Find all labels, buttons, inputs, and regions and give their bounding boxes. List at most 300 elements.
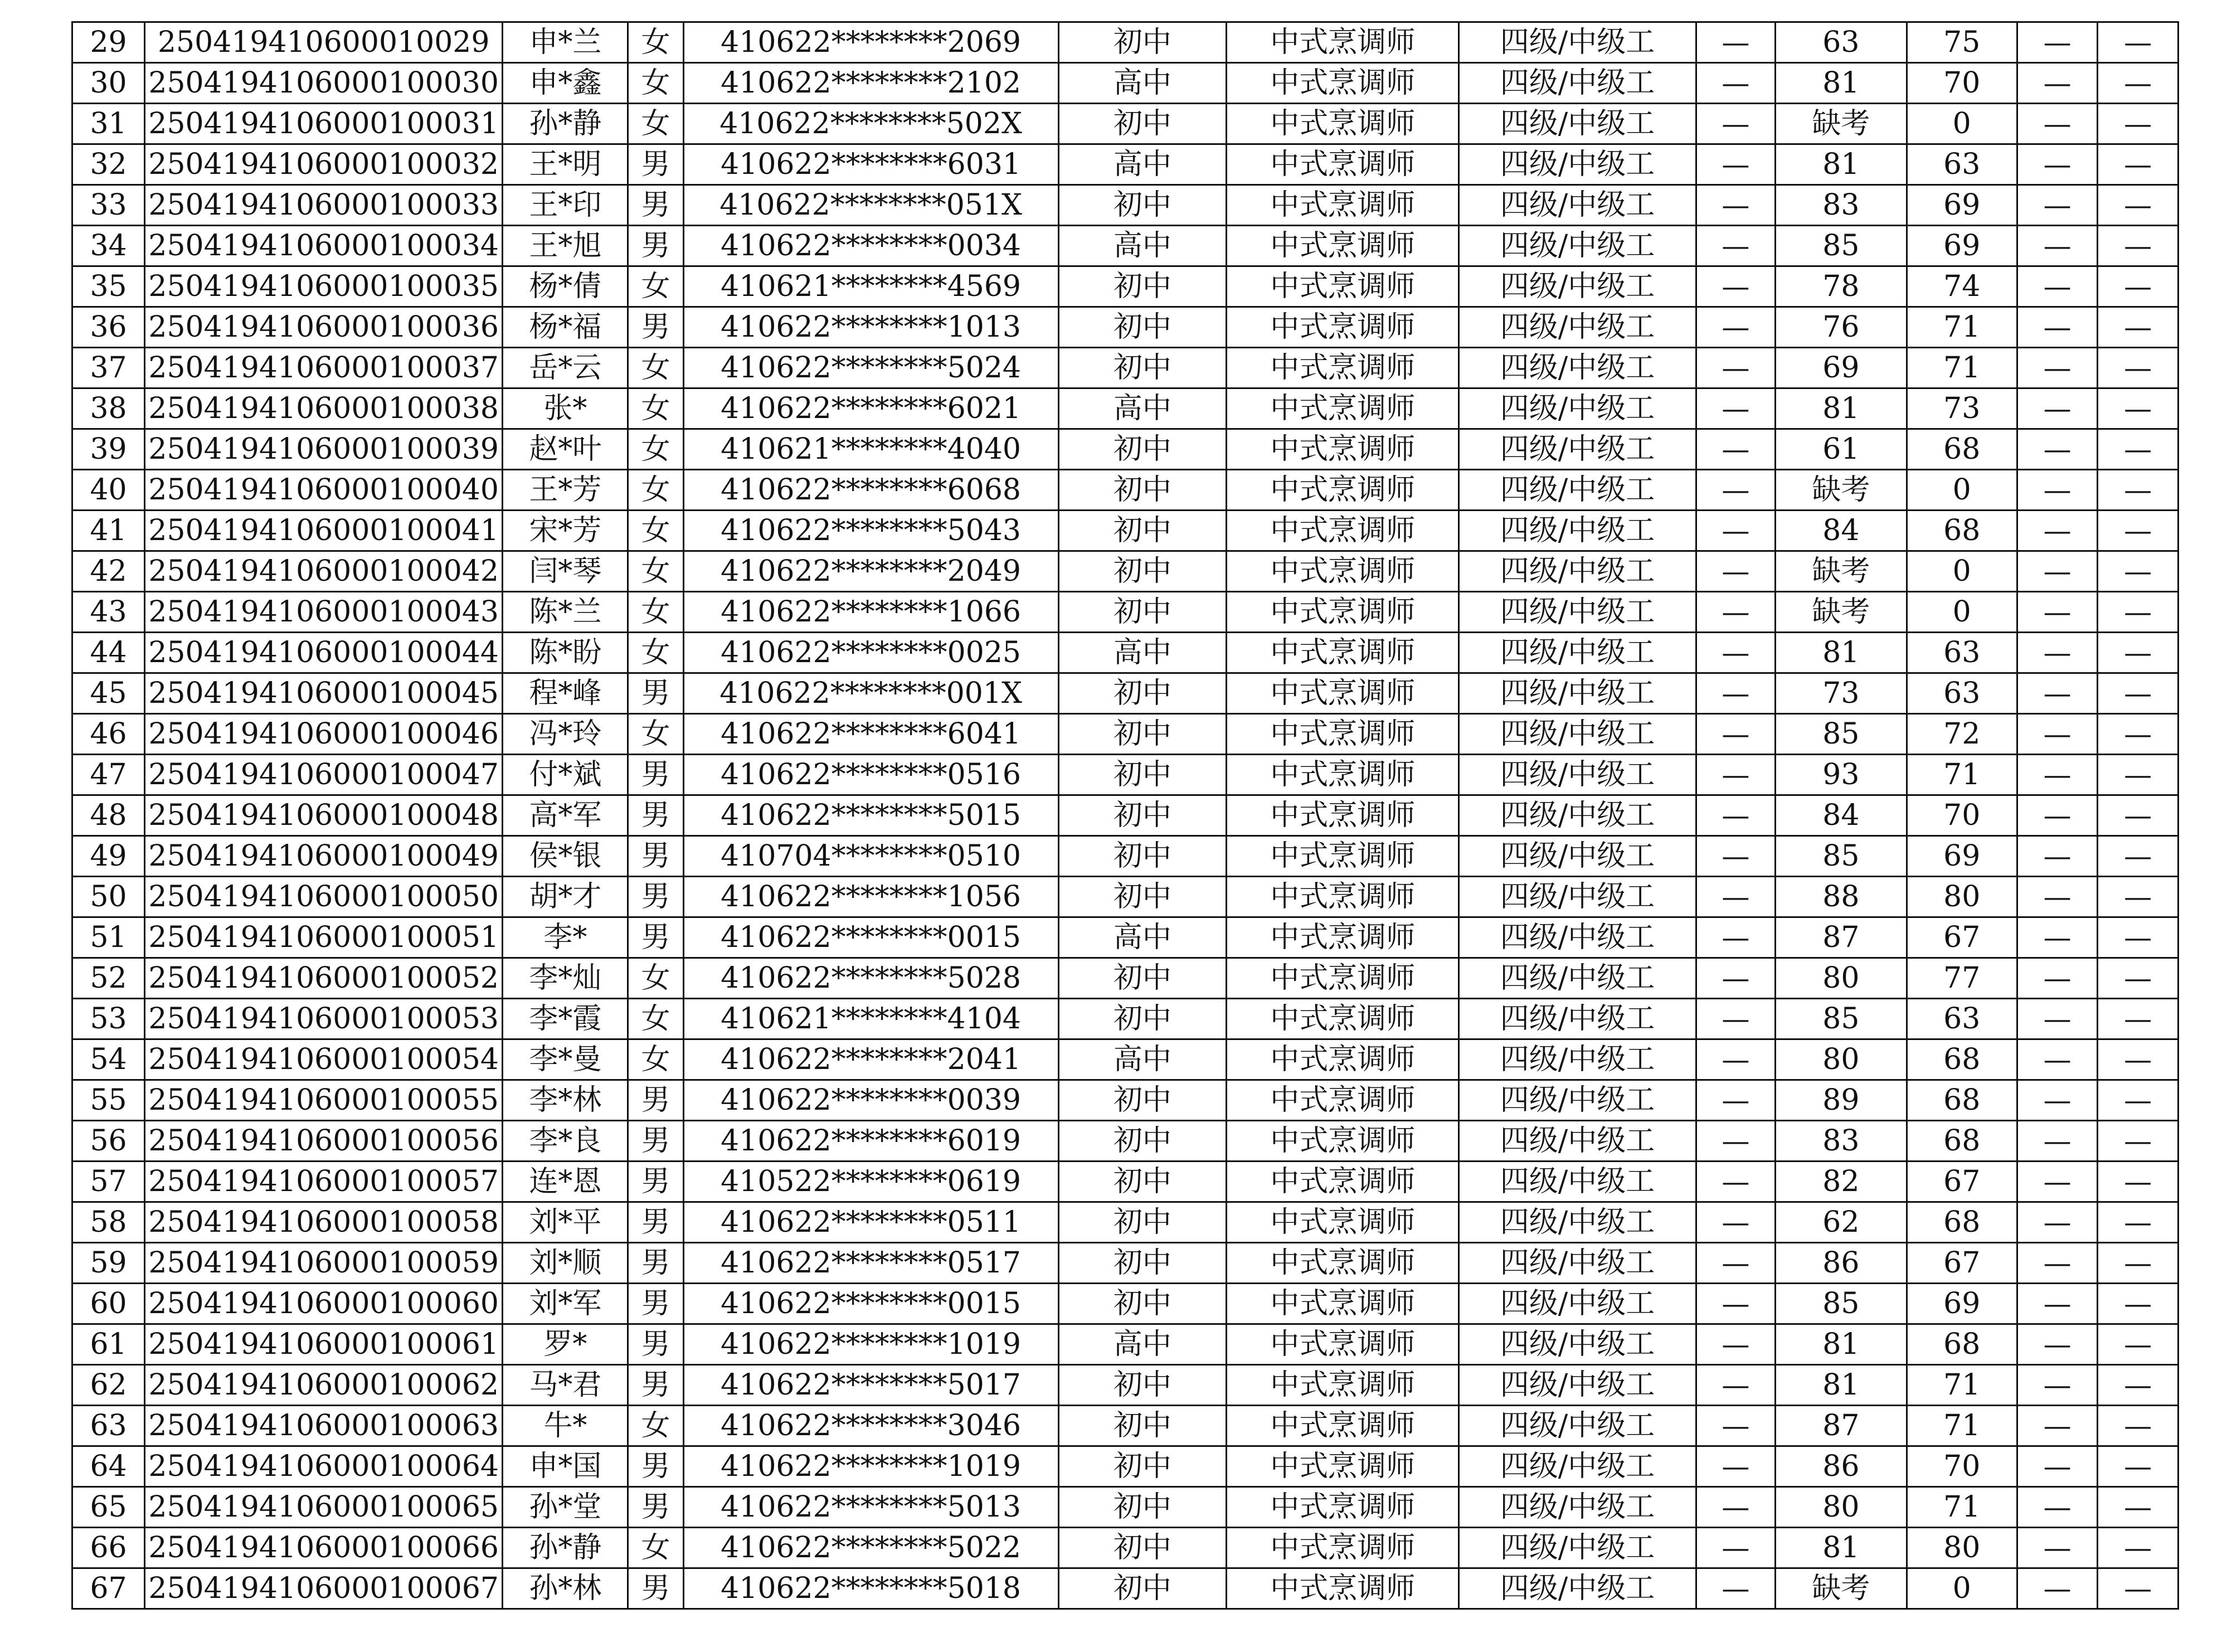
exam-ticket-number-cell: 2504194106000100063 (145, 1406, 503, 1446)
candidate-name-cell: 李*霞 (503, 999, 628, 1039)
theory-score-cell: — (1696, 917, 1775, 958)
gender-cell: 男 (628, 185, 683, 226)
practical-score-cell: 88 (1776, 877, 1907, 917)
blank-col-b-cell: — (2098, 1446, 2179, 1487)
candidate-name-cell: 王*印 (503, 185, 628, 226)
blank-col-a-cell: — (2017, 714, 2098, 755)
row-number-cell: 38 (72, 388, 145, 429)
occupation-cell: 中式烹调师 (1227, 1406, 1459, 1446)
education-cell: 初中 (1058, 1568, 1226, 1609)
id-number-cell: 410622********2102 (683, 63, 1058, 104)
practical-score-cell: 87 (1776, 917, 1907, 958)
theory-score-cell: — (1696, 63, 1775, 104)
blank-col-a-cell: — (2017, 755, 2098, 795)
comprehensive-score-cell: 68 (1907, 1080, 2017, 1121)
blank-col-a-cell: — (2017, 144, 2098, 185)
candidate-name-cell: 王*芳 (503, 470, 628, 511)
theory-score-cell: — (1696, 511, 1775, 551)
skill-level-cell: 四级/中级工 (1459, 917, 1696, 958)
occupation-cell: 中式烹调师 (1227, 592, 1459, 633)
row-number-cell: 31 (72, 104, 145, 144)
occupation-cell: 中式烹调师 (1227, 1324, 1459, 1365)
skill-level-cell: 四级/中级工 (1459, 1202, 1696, 1243)
blank-col-b-cell: — (2098, 755, 2179, 795)
exam-ticket-number-cell: 2504194106000100050 (145, 877, 503, 917)
occupation-cell: 中式烹调师 (1227, 470, 1459, 511)
skill-level-cell: 四级/中级工 (1459, 673, 1696, 714)
education-cell: 初中 (1058, 348, 1226, 388)
comprehensive-score-cell: 72 (1907, 714, 2017, 755)
comprehensive-score-cell: 69 (1907, 185, 2017, 226)
occupation-cell: 中式烹调师 (1227, 958, 1459, 999)
blank-col-a-cell: — (2017, 1568, 2098, 1609)
occupation-cell: 中式烹调师 (1227, 388, 1459, 429)
practical-score-cell: 83 (1776, 185, 1907, 226)
exam-ticket-number-cell: 2504194106000100061 (145, 1324, 503, 1365)
occupation-cell: 中式烹调师 (1227, 226, 1459, 266)
theory-score-cell: — (1696, 226, 1775, 266)
practical-score-cell: 85 (1776, 999, 1907, 1039)
occupation-cell: 中式烹调师 (1227, 999, 1459, 1039)
comprehensive-score-cell: 68 (1907, 1039, 2017, 1080)
table-row (72, 429, 2179, 470)
comprehensive-score-cell: 70 (1907, 63, 2017, 104)
occupation-cell: 中式烹调师 (1227, 755, 1459, 795)
blank-col-a-cell: — (2017, 958, 2098, 999)
blank-col-b-cell: — (2098, 673, 2179, 714)
blank-col-b-cell: — (2098, 999, 2179, 1039)
candidate-name-cell: 李*良 (503, 1121, 628, 1162)
theory-score-cell: — (1696, 1568, 1775, 1609)
id-number-cell: 410621********4040 (683, 429, 1058, 470)
exam-ticket-number-cell: 2504194106000100060 (145, 1284, 503, 1324)
comprehensive-score-cell: 80 (1907, 877, 2017, 917)
exam-ticket-number-cell: 2504194106000100066 (145, 1528, 503, 1568)
gender-cell: 女 (628, 999, 683, 1039)
education-cell: 高中 (1058, 1039, 1226, 1080)
gender-cell: 男 (628, 1243, 683, 1284)
occupation-cell: 中式烹调师 (1227, 429, 1459, 470)
candidate-name-cell: 冯*玲 (503, 714, 628, 755)
candidate-name-cell: 李*林 (503, 1080, 628, 1121)
theory-score-cell: — (1696, 877, 1775, 917)
candidate-name-cell: 孙*静 (503, 104, 628, 144)
occupation-cell: 中式烹调师 (1227, 1568, 1459, 1609)
id-number-cell: 410622********0015 (683, 1284, 1058, 1324)
row-number-cell: 54 (72, 1039, 145, 1080)
occupation-cell: 中式烹调师 (1227, 673, 1459, 714)
occupation-cell: 中式烹调师 (1227, 877, 1459, 917)
skill-level-cell: 四级/中级工 (1459, 226, 1696, 266)
row-number-cell: 43 (72, 592, 145, 633)
occupation-cell: 中式烹调师 (1227, 633, 1459, 673)
education-cell: 高中 (1058, 917, 1226, 958)
education-cell: 初中 (1058, 1406, 1226, 1446)
skill-level-cell: 四级/中级工 (1459, 185, 1696, 226)
blank-col-b-cell: — (2098, 1039, 2179, 1080)
skill-level-cell: 四级/中级工 (1459, 714, 1696, 755)
exam-ticket-number-cell: 2504194106000100047 (145, 755, 503, 795)
education-cell: 初中 (1058, 470, 1226, 511)
results-table (71, 21, 2179, 1610)
skill-level-cell: 四级/中级工 (1459, 1365, 1696, 1406)
theory-score-cell: — (1696, 592, 1775, 633)
candidate-name-cell: 宋*芳 (503, 511, 628, 551)
exam-ticket-number-cell: 2504194106000100032 (145, 144, 503, 185)
skill-level-cell: 四级/中级工 (1459, 1568, 1696, 1609)
blank-col-b-cell: — (2098, 917, 2179, 958)
blank-col-b-cell: — (2098, 1162, 2179, 1202)
blank-col-a-cell: — (2017, 1324, 2098, 1365)
skill-level-cell: 四级/中级工 (1459, 1528, 1696, 1568)
table-row (72, 1039, 2179, 1080)
id-number-cell: 410704********0510 (683, 836, 1058, 877)
skill-level-cell: 四级/中级工 (1459, 1487, 1696, 1528)
skill-level-cell: 四级/中级工 (1459, 1080, 1696, 1121)
exam-ticket-number-cell: 2504194106000100065 (145, 1487, 503, 1528)
table-row (72, 511, 2179, 551)
candidate-name-cell: 孙*静 (503, 1528, 628, 1568)
table-row (72, 1243, 2179, 1284)
blank-col-b-cell: — (2098, 1528, 2179, 1568)
blank-col-a-cell: — (2017, 1406, 2098, 1446)
skill-level-cell: 四级/中级工 (1459, 551, 1696, 592)
row-number-cell: 37 (72, 348, 145, 388)
comprehensive-score-cell: 71 (1907, 307, 2017, 348)
comprehensive-score-cell: 68 (1907, 429, 2017, 470)
skill-level-cell: 四级/中级工 (1459, 1406, 1696, 1446)
theory-score-cell: — (1696, 1528, 1775, 1568)
id-number-cell: 410622********2049 (683, 551, 1058, 592)
blank-col-b-cell: — (2098, 470, 2179, 511)
blank-col-a-cell: — (2017, 1162, 2098, 1202)
blank-col-b-cell: — (2098, 266, 2179, 307)
theory-score-cell: — (1696, 714, 1775, 755)
exam-ticket-number-cell: 2504194106000100058 (145, 1202, 503, 1243)
blank-col-a-cell: — (2017, 1528, 2098, 1568)
blank-col-a-cell: — (2017, 388, 2098, 429)
comprehensive-score-cell: 71 (1907, 348, 2017, 388)
education-cell: 初中 (1058, 22, 1226, 63)
blank-col-b-cell: — (2098, 226, 2179, 266)
education-cell: 初中 (1058, 714, 1226, 755)
theory-score-cell: — (1696, 755, 1775, 795)
practical-score-cell: 80 (1776, 958, 1907, 999)
candidate-name-cell: 杨*倩 (503, 266, 628, 307)
comprehensive-score-cell: 0 (1907, 592, 2017, 633)
row-number-cell: 64 (72, 1446, 145, 1487)
education-cell: 高中 (1058, 144, 1226, 185)
table-row (72, 1121, 2179, 1162)
row-number-cell: 66 (72, 1528, 145, 1568)
theory-score-cell: — (1696, 958, 1775, 999)
id-number-cell: 410622********1013 (683, 307, 1058, 348)
theory-score-cell: — (1696, 836, 1775, 877)
theory-score-cell: — (1696, 633, 1775, 673)
education-cell: 初中 (1058, 1162, 1226, 1202)
table-row (72, 470, 2179, 511)
exam-ticket-number-cell: 2504194106000100052 (145, 958, 503, 999)
blank-col-b-cell: — (2098, 1243, 2179, 1284)
id-number-cell: 410622********0516 (683, 755, 1058, 795)
row-number-cell: 58 (72, 1202, 145, 1243)
skill-level-cell: 四级/中级工 (1459, 348, 1696, 388)
skill-level-cell: 四级/中级工 (1459, 633, 1696, 673)
blank-col-a-cell: — (2017, 104, 2098, 144)
candidate-name-cell: 刘*军 (503, 1284, 628, 1324)
blank-col-b-cell: — (2098, 1568, 2179, 1609)
occupation-cell: 中式烹调师 (1227, 307, 1459, 348)
education-cell: 初中 (1058, 1121, 1226, 1162)
row-number-cell: 51 (72, 917, 145, 958)
gender-cell: 女 (628, 714, 683, 755)
blank-col-a-cell: — (2017, 63, 2098, 104)
gender-cell: 男 (628, 877, 683, 917)
education-cell: 初中 (1058, 1528, 1226, 1568)
theory-score-cell: — (1696, 307, 1775, 348)
occupation-cell: 中式烹调师 (1227, 104, 1459, 144)
blank-col-a-cell: — (2017, 22, 2098, 63)
candidate-name-cell: 赵*叶 (503, 429, 628, 470)
blank-col-a-cell: — (2017, 226, 2098, 266)
table-row (72, 1324, 2179, 1365)
gender-cell: 男 (628, 226, 683, 266)
theory-score-cell: — (1696, 1121, 1775, 1162)
candidate-name-cell: 牛* (503, 1406, 628, 1446)
table-row (72, 795, 2179, 836)
skill-level-cell: 四级/中级工 (1459, 836, 1696, 877)
gender-cell: 男 (628, 1324, 683, 1365)
blank-col-b-cell: — (2098, 185, 2179, 226)
gender-cell: 女 (628, 429, 683, 470)
occupation-cell: 中式烹调师 (1227, 1202, 1459, 1243)
theory-score-cell: — (1696, 185, 1775, 226)
practical-score-cell: 81 (1776, 1528, 1907, 1568)
skill-level-cell: 四级/中级工 (1459, 307, 1696, 348)
skill-level-cell: 四级/中级工 (1459, 266, 1696, 307)
row-number-cell: 48 (72, 795, 145, 836)
practical-score-cell: 81 (1776, 388, 1907, 429)
skill-level-cell: 四级/中级工 (1459, 388, 1696, 429)
table-row (72, 226, 2179, 266)
occupation-cell: 中式烹调师 (1227, 714, 1459, 755)
education-cell: 初中 (1058, 104, 1226, 144)
comprehensive-score-cell: 71 (1907, 1406, 2017, 1446)
comprehensive-score-cell: 68 (1907, 1121, 2017, 1162)
practical-score-cell: 85 (1776, 1284, 1907, 1324)
gender-cell: 女 (628, 104, 683, 144)
gender-cell: 女 (628, 1406, 683, 1446)
gender-cell: 男 (628, 836, 683, 877)
theory-score-cell: — (1696, 1284, 1775, 1324)
skill-level-cell: 四级/中级工 (1459, 470, 1696, 511)
gender-cell: 女 (628, 1528, 683, 1568)
education-cell: 初中 (1058, 958, 1226, 999)
row-number-cell: 50 (72, 877, 145, 917)
id-number-cell: 410622********5024 (683, 348, 1058, 388)
occupation-cell: 中式烹调师 (1227, 144, 1459, 185)
occupation-cell: 中式烹调师 (1227, 551, 1459, 592)
exam-ticket-number-cell: 2504194106000100037 (145, 348, 503, 388)
comprehensive-score-cell: 70 (1907, 795, 2017, 836)
practical-score-cell: 81 (1776, 63, 1907, 104)
candidate-name-cell: 孙*堂 (503, 1487, 628, 1528)
id-number-cell: 410622********6031 (683, 144, 1058, 185)
blank-col-a-cell: — (2017, 511, 2098, 551)
practical-score-cell: 80 (1776, 1039, 1907, 1080)
gender-cell: 男 (628, 1365, 683, 1406)
row-number-cell: 45 (72, 673, 145, 714)
skill-level-cell: 四级/中级工 (1459, 22, 1696, 63)
theory-score-cell: — (1696, 388, 1775, 429)
practical-score-cell: 81 (1776, 144, 1907, 185)
comprehensive-score-cell: 75 (1907, 22, 2017, 63)
gender-cell: 男 (628, 1080, 683, 1121)
practical-score-cell: 86 (1776, 1446, 1907, 1487)
id-number-cell: 410622********0034 (683, 226, 1058, 266)
practical-score-cell: 缺考 (1776, 551, 1907, 592)
gender-cell: 男 (628, 1284, 683, 1324)
blank-col-b-cell: — (2098, 836, 2179, 877)
candidate-name-cell: 连*恩 (503, 1162, 628, 1202)
blank-col-a-cell: — (2017, 877, 2098, 917)
gender-cell: 男 (628, 144, 683, 185)
row-number-cell: 46 (72, 714, 145, 755)
exam-ticket-number-cell: 2504194106000100044 (145, 633, 503, 673)
comprehensive-score-cell: 0 (1907, 470, 2017, 511)
education-cell: 初中 (1058, 1487, 1226, 1528)
occupation-cell: 中式烹调师 (1227, 348, 1459, 388)
education-cell: 高中 (1058, 63, 1226, 104)
id-number-cell: 410622********0511 (683, 1202, 1058, 1243)
blank-col-b-cell: — (2098, 958, 2179, 999)
row-number-cell: 33 (72, 185, 145, 226)
theory-score-cell: — (1696, 795, 1775, 836)
exam-ticket-number-cell: 2504194106000100042 (145, 551, 503, 592)
comprehensive-score-cell: 0 (1907, 1568, 2017, 1609)
table-row (72, 307, 2179, 348)
practical-score-cell: 61 (1776, 429, 1907, 470)
blank-col-a-cell: — (2017, 633, 2098, 673)
education-cell: 初中 (1058, 795, 1226, 836)
theory-score-cell: — (1696, 999, 1775, 1039)
practical-score-cell: 缺考 (1776, 1568, 1907, 1609)
blank-col-b-cell: — (2098, 592, 2179, 633)
exam-ticket-number-cell: 2504194106000100041 (145, 511, 503, 551)
exam-ticket-number-cell: 2504194106000100059 (145, 1243, 503, 1284)
skill-level-cell: 四级/中级工 (1459, 1162, 1696, 1202)
comprehensive-score-cell: 67 (1907, 1243, 2017, 1284)
comprehensive-score-cell: 77 (1907, 958, 2017, 999)
id-number-cell: 410622********5015 (683, 795, 1058, 836)
education-cell: 初中 (1058, 999, 1226, 1039)
occupation-cell: 中式烹调师 (1227, 795, 1459, 836)
table-row (72, 348, 2179, 388)
blank-col-a-cell: — (2017, 348, 2098, 388)
id-number-cell: 410622********1056 (683, 877, 1058, 917)
blank-col-a-cell: — (2017, 795, 2098, 836)
blank-col-a-cell: — (2017, 185, 2098, 226)
education-cell: 初中 (1058, 592, 1226, 633)
occupation-cell: 中式烹调师 (1227, 1243, 1459, 1284)
comprehensive-score-cell: 0 (1907, 104, 2017, 144)
skill-level-cell: 四级/中级工 (1459, 795, 1696, 836)
row-number-cell: 32 (72, 144, 145, 185)
blank-col-a-cell: — (2017, 1446, 2098, 1487)
theory-score-cell: — (1696, 1243, 1775, 1284)
education-cell: 初中 (1058, 551, 1226, 592)
candidate-name-cell: 孙*林 (503, 1568, 628, 1609)
row-number-cell: 56 (72, 1121, 145, 1162)
exam-ticket-number-cell: 2504194106000100046 (145, 714, 503, 755)
exam-ticket-number-cell: 2504194106000100034 (145, 226, 503, 266)
blank-col-b-cell: — (2098, 388, 2179, 429)
row-number-cell: 30 (72, 63, 145, 104)
exam-ticket-number-cell: 2504194106000100053 (145, 999, 503, 1039)
skill-level-cell: 四级/中级工 (1459, 1446, 1696, 1487)
candidate-name-cell: 马*君 (503, 1365, 628, 1406)
practical-score-cell: 缺考 (1776, 470, 1907, 511)
id-number-cell: 410622********6041 (683, 714, 1058, 755)
exam-ticket-number-cell: 2504194106000100048 (145, 795, 503, 836)
skill-level-cell: 四级/中级工 (1459, 1121, 1696, 1162)
id-number-cell: 410622********0039 (683, 1080, 1058, 1121)
occupation-cell: 中式烹调师 (1227, 1365, 1459, 1406)
table-row (72, 958, 2179, 999)
gender-cell: 女 (628, 388, 683, 429)
exam-ticket-number-cell: 2504194106000100040 (145, 470, 503, 511)
row-number-cell: 57 (72, 1162, 145, 1202)
education-cell: 高中 (1058, 1324, 1226, 1365)
gender-cell: 男 (628, 307, 683, 348)
exam-ticket-number-cell: 2504194106000100035 (145, 266, 503, 307)
comprehensive-score-cell: 71 (1907, 755, 2017, 795)
exam-ticket-number-cell: 2504194106000100054 (145, 1039, 503, 1080)
candidate-name-cell: 高*军 (503, 795, 628, 836)
candidate-name-cell: 王*明 (503, 144, 628, 185)
skill-level-cell: 四级/中级工 (1459, 1039, 1696, 1080)
practical-score-cell: 89 (1776, 1080, 1907, 1121)
gender-cell: 女 (628, 958, 683, 999)
education-cell: 初中 (1058, 1284, 1226, 1324)
row-number-cell: 63 (72, 1406, 145, 1446)
theory-score-cell: — (1696, 551, 1775, 592)
occupation-cell: 中式烹调师 (1227, 1487, 1459, 1528)
candidate-name-cell: 李* (503, 917, 628, 958)
exam-ticket-number-cell: 2504194106000100049 (145, 836, 503, 877)
row-number-cell: 47 (72, 755, 145, 795)
gender-cell: 女 (628, 22, 683, 63)
blank-col-b-cell: — (2098, 104, 2179, 144)
results-table-body (72, 22, 2179, 1609)
id-number-cell: 410622********2041 (683, 1039, 1058, 1080)
skill-level-cell: 四级/中级工 (1459, 1243, 1696, 1284)
education-cell: 初中 (1058, 755, 1226, 795)
exam-ticket-number-cell: 2504194106000100039 (145, 429, 503, 470)
row-number-cell: 49 (72, 836, 145, 877)
comprehensive-score-cell: 73 (1907, 388, 2017, 429)
comprehensive-score-cell: 69 (1907, 836, 2017, 877)
blank-col-b-cell: — (2098, 429, 2179, 470)
comprehensive-score-cell: 63 (1907, 633, 2017, 673)
table-row (72, 836, 2179, 877)
practical-score-cell: 78 (1776, 266, 1907, 307)
id-number-cell: 410622********502X (683, 104, 1058, 144)
exam-ticket-number-cell: 2504194106000100031 (145, 104, 503, 144)
education-cell: 初中 (1058, 1243, 1226, 1284)
occupation-cell: 中式烹调师 (1227, 1284, 1459, 1324)
exam-ticket-number-cell: 2504194106000100062 (145, 1365, 503, 1406)
